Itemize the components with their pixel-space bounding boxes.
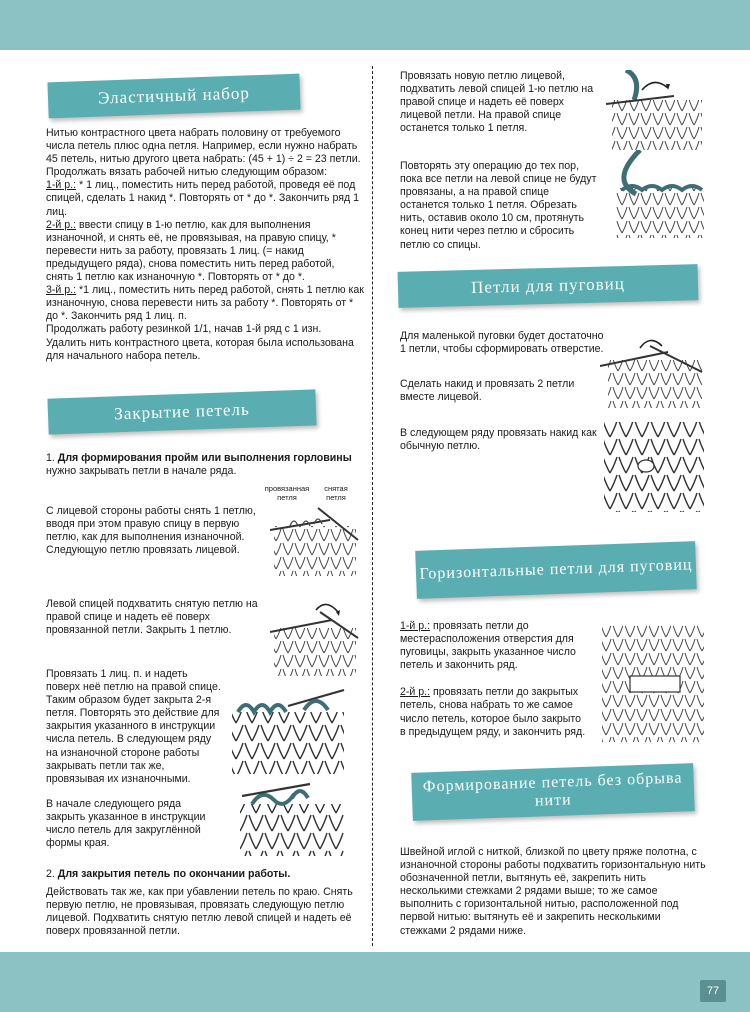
- illustration-horizontal-buttonhole: [600, 624, 706, 744]
- bottom-band: [0, 952, 750, 1012]
- row2-label: 2-й р.:: [46, 218, 77, 231]
- horizontal-row2: [400, 686, 586, 738]
- row1-label: 1-й р.:: [46, 179, 77, 192]
- label-slipped: снятая петля: [324, 484, 348, 502]
- row3-text: *1 лиц., поместить нить перед работой, снять 1 петлю как изнаночную, снова перевести нить за работу *. Повторять от * до *. Закончить ряд 1 лиц. п.: [46, 284, 364, 323]
- heading-buttonholes: Петли для пуговиц: [398, 264, 699, 308]
- heading-elastic: Эластичный набор: [47, 74, 300, 119]
- elastic-section: [46, 127, 364, 363]
- top-band: [0, 0, 750, 50]
- binding-item2: [46, 868, 366, 938]
- illustration-buttonhole-2: [602, 420, 706, 514]
- column-divider: [372, 66, 373, 946]
- right-top-p2: Повторять эту операцию до тех пор, пока все петли на левой спице не будут провязаны, а на правой спице останется только 1 петля. Обрезать нить, оставив около 10 см, протянуть конец нити через петлю и сбросить петлю со спицы.: [400, 160, 597, 251]
- noyarn-text: Швейной иглой с ниткой, близкой по цвету пряже полотна, с изнаночной стороны работы подхватить горизонтальную нить обозначенной петли, вытянуть её, закрепить нить несколькими стежками 2 рядами выше; то же самое выполнить с горизонтальной нитью, расположенной под первой нитью: вытянуть её и закрепить несколькими стежками 2 рядами ниже.: [400, 846, 706, 937]
- horizontal-section: [400, 620, 586, 739]
- illustration-buttonhole-1: [600, 330, 706, 410]
- h-row2-text: провязать петли до закрытых петель, снова набрать то же самое число петель, которое было закрыто в предыдущем ряду, и закончить ряд.: [400, 686, 586, 738]
- illustration-bind-step2: [270, 598, 360, 678]
- binding-step2: Левой спицей подхватить снятую петлю на правой спице и надеть её поверх провязанной петли. Закрыть 1 петлю.: [46, 598, 258, 637]
- illustration-cast-off-2: [604, 150, 708, 240]
- illustration-cast-off-1: [604, 70, 708, 152]
- item1-rest: нужно закрывать петли в начале ряда.: [46, 465, 237, 478]
- item1-number: 1.: [46, 452, 58, 464]
- horizontal-row1: [400, 620, 586, 672]
- elastic-intro: Нитью контрастного цвета набрать половину от требуемого числа петель плюс одна петля. Например, если нужно набрать 45 петель, нитью другого цвета набрать: (45 + 1) ÷ 2 = 23 петли. Продолжать вязать рабочей нитью следующим образом:: [46, 127, 361, 179]
- buttonholes-p2: Сделать накид и провязать 2 петли вместе лицевой.: [400, 378, 575, 404]
- elastic-row2: [46, 219, 364, 284]
- label-knitted: провязанная петля: [264, 484, 310, 502]
- item1-bold: Для формирования пройм или выполнения горловины: [57, 452, 352, 464]
- illustration-bind-step3: [228, 688, 348, 778]
- elastic-outro: Продолжать работу резинкой 1/1, начав 1-й ряд с 1 изн. Удалить нить контрастного цвета, которая была использована для начального набора петель.: [46, 323, 354, 362]
- binding-step4: В начале следующего ряда закрыть указанное в инструкции число петель для закруглённой формы края.: [46, 798, 206, 850]
- row1-text: * 1 лиц., поместить нить перед работой, проведя её под спицей, сделать 1 накид *. Повторять от * до *. Закончить ряд 1 лиц.: [46, 179, 359, 218]
- heading-horizontal: Горизонтальные петли для пуговиц: [415, 541, 697, 599]
- binding-step1: С лицевой стороны работы снять 1 петлю, вводя при этом правую спицу в первую петлю, как для выполнения изнаночной. Следующую петлю провязать лицевой.: [46, 505, 256, 557]
- elastic-row3: [46, 284, 364, 323]
- illustration-bind-step4: [232, 778, 348, 858]
- binding-item1: [46, 452, 366, 478]
- binding-step3: Провязать 1 лиц. п. и надеть поверх неё петлю на правой спице. Таким образом будет закрыта 2-я петля. Повторять это действие для закрытия указанного в инструкции числа петель. В следующем ряду на изнаночной стороне работы закрывать петли так же, провязывая их изнаночными.: [46, 668, 221, 785]
- item2-text: Действовать так же, как при убавлении петель по краю. Снять первую петлю, не провязывая, провязать следующую петлю лицевой. Подхватить снятую петлю левой спицей и надеть её поверх провязанной петли.: [46, 886, 353, 938]
- h-row2-label: 2-й р.:: [400, 686, 431, 699]
- buttonholes-p3: В следующем ряду провязать накид как обычную петлю.: [400, 427, 597, 453]
- h-row1-text: провязать петли до местерасположения отверстия для пуговицы, закрыть указанное число петель и закончить ряд.: [400, 620, 576, 672]
- item2-bold: Для закрытия петель по окончании работы.: [57, 868, 291, 880]
- row3-label: 3-й р.:: [46, 284, 77, 297]
- buttonholes-p1: Для маленькой пуговки будет достаточно 1 петли, чтобы сформировать отверстие.: [400, 330, 604, 356]
- h-row1-label: 1-й р.:: [400, 620, 431, 632]
- elastic-row1: [46, 179, 364, 218]
- heading-binding: Закрытие петель: [47, 389, 316, 434]
- item2-number: 2.: [46, 868, 58, 880]
- row2-text: ввести спицу в 1-ю петлю, как для выполнения изнаночной, и снять её, не провязывая, на правую спицу, * перевести нить за работу, провязать 1 лиц. (= накид предыдущего ряда), снова поместить нить перед работой, снять 1 петлю как изнаночную *. Повторять от * до *.: [46, 218, 336, 284]
- item2-heading: [46, 868, 366, 881]
- illustration-bind-step1: [270, 500, 360, 578]
- right-top-p1: Провязать новую петлю лицевой, подхватить левой спицей 1-ю петлю на правой спице и надеть её поверх лицевой петли. На правой спице останется только 1 петля.: [400, 70, 594, 135]
- page-number: 77: [700, 980, 726, 1002]
- heading-noyarn: Формирование петель без обрыва нити: [411, 763, 695, 821]
